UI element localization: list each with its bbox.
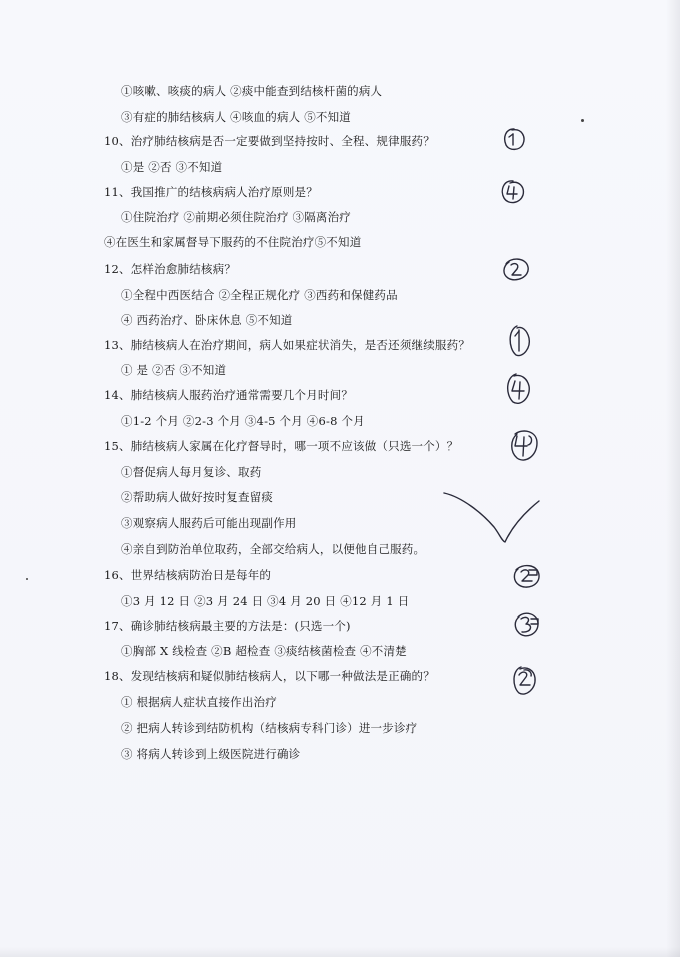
pen-dot (581, 119, 584, 122)
answer-mark-q14 (503, 372, 533, 410)
q9-options-row2: ③有症的肺结核病人 ④咳血的病人 ⑤不知道 (121, 110, 352, 124)
answer-mark-q18 (509, 664, 539, 700)
scan-edge-shadow-right (666, 0, 680, 957)
answer-mark-q15 (507, 428, 541, 470)
question-14: 14、肺结核病人服药治疗通常需要几个月时间？ (104, 388, 354, 402)
q15-option-1: ①督促病人每月复诊、取药 (121, 465, 262, 479)
answer-mark-q12 (500, 256, 532, 288)
question-11: 11、我国推广的结核病病人治疗原则是？ (104, 185, 318, 199)
answer-mark-q16 (510, 562, 542, 594)
question-13: 13、肺结核病人在治疗期间，病人如果症状消失，是否还须继续服药？ (104, 338, 471, 352)
stray-pen-stroke (442, 487, 542, 549)
q17-options: ①胸部 X 线检查 ②B 超检查 ③痰结核菌检查 ④不清楚 (121, 644, 407, 658)
question-12: 12、怎样治愈肺结核病？ (104, 262, 237, 276)
answer-mark-q13 (505, 324, 533, 362)
q12-options-row1: ①全程中西医结合 ②全程正规化疗 ③西药和保健药品 (121, 288, 398, 302)
q9-options-row1: ①咳嗽、咳痰的病人 ②痰中能查到结核杆菌的病人 (121, 84, 383, 98)
scan-edge-shadow-bottom (0, 947, 680, 957)
q11-options-row1: ①住院治疗 ②前期必须住院治疗 ③隔离治疗 (121, 210, 352, 224)
answer-mark-q17 (511, 610, 541, 644)
q15-option-4: ④亲自到防治单位取药，全部交给病人，以便他自己服药。 (121, 542, 426, 556)
q18-option-1: ① 根据病人症状直接作出治疗 (121, 695, 277, 709)
q18-option-3: ③ 将病人转诊到上级医院进行确诊 (121, 747, 301, 761)
q18-option-2: ② 把病人转诊到结防机构（结核病专科门诊）进一步诊疗 (121, 721, 418, 735)
q11-options-row2: ④在医生和家属督导下服药的不住院治疗⑤不知道 (104, 235, 362, 249)
q10-options: ①是 ②否 ③不知道 (121, 160, 223, 174)
scan-speck (26, 578, 28, 580)
question-16: 16、世界结核病防治日是每年的 (104, 568, 272, 582)
q12-options-row2: ④ 西药治疗、卧床休息 ⑤不知道 (121, 313, 293, 327)
q13-options: ① 是 ②否 ③不知道 (121, 363, 227, 377)
q14-options: ①1-2 个月 ②2-3 个月 ③4-5 个月 ④6-8 个月 (121, 414, 365, 428)
question-17: 17、确诊肺结核病最主要的方法是：(只选一个) (104, 619, 351, 633)
q15-option-3: ③观察病人服药后可能出现副作用 (121, 516, 297, 530)
question-10: 10、治疗肺结核病是否一定要做到坚持按时、全程、规律服药？ (104, 134, 435, 148)
answer-mark-q10 (500, 126, 528, 156)
answer-mark-q11 (498, 178, 526, 210)
question-15: 15、肺结核病人家属在化疗督导时，哪一项不应该做（只选一个）？ (104, 439, 459, 453)
question-18: 18、发现结核病和疑似肺结核病人，以下哪一种做法是正确的？ (104, 669, 435, 683)
q16-options: ①3 月 12 日 ②3 月 24 日 ③4 月 20 日 ④12 月 1 日 (121, 594, 410, 608)
q15-option-2: ②帮助病人做好按时复查留痰 (121, 490, 274, 504)
